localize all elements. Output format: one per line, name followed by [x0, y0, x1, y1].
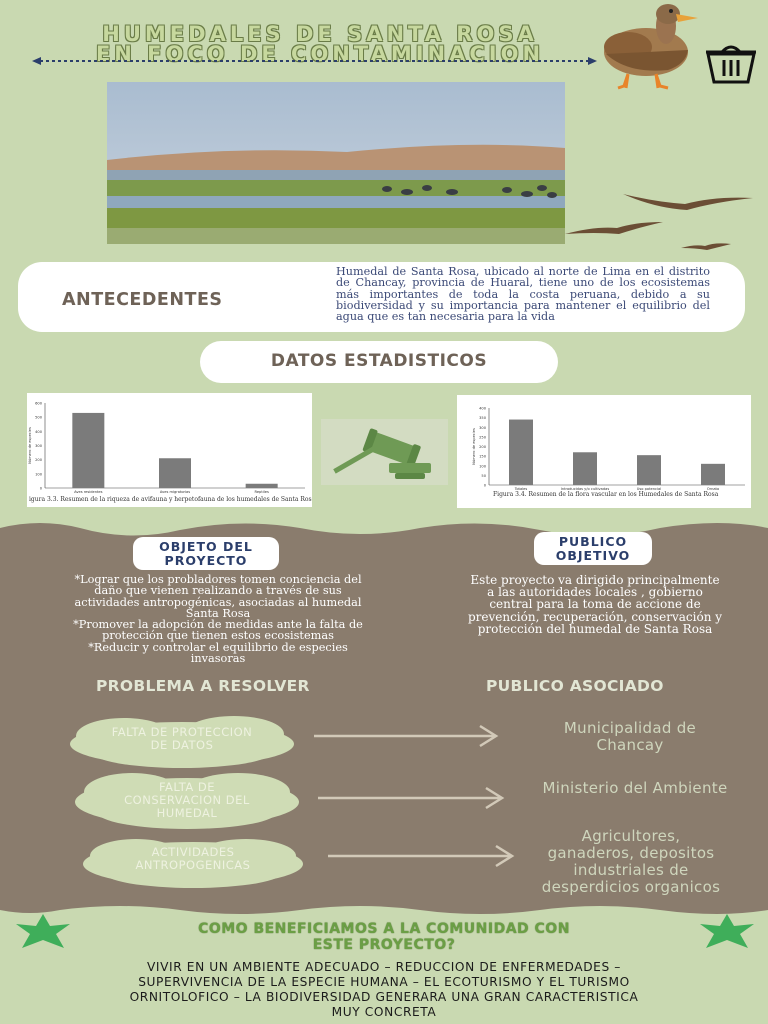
publico-text — [430, 574, 760, 635]
problem-line: ANTROPOGENICAS — [135, 858, 251, 872]
y-tick-label: 50 — [481, 473, 486, 478]
publico-line: a las autoridades locales , gobierno — [487, 585, 703, 600]
y-tick-label: 400 — [35, 429, 42, 434]
y-tick-label: 250 — [479, 435, 486, 440]
antecedentes-text: Humedal de Santa Rosa, ubicado al norte de Lima en el distrito de Chancay, provincia de Huaral, tiene uno de los ecosistemas más importantes de toda la costa peruana, debido a su biodiversidad y su importancia para mantener el equilibrio del agua que es tan necesaria para la vida — [336, 265, 710, 324]
objeto-line: Santa Rosa — [185, 606, 251, 620]
beneficio-heading-line: ESTE PROYECTO? — [312, 937, 456, 953]
beneficio-line: MUY CONCRETA — [331, 1005, 437, 1019]
problem-line: FALTA DE — [158, 780, 216, 794]
bar — [159, 458, 191, 488]
y-axis-label: Número de especies — [28, 427, 32, 464]
gavel-tile — [321, 419, 448, 485]
associated-line: Agricultores, — [581, 827, 681, 845]
y-tick-label: 600 — [35, 401, 42, 406]
y-tick-label: 100 — [479, 464, 486, 469]
title-line-2: EN FOCO DE CONTAMINACION — [95, 42, 545, 66]
associated-line: industriales de — [573, 861, 689, 879]
associated-line: Chancay — [596, 736, 664, 754]
y-tick-label: 500 — [35, 415, 42, 420]
beneficio-line: ORNITOLOFICO – LA BIODIVERSIDAD GENERARA UNA GRAN CARACTERISTICA — [129, 990, 639, 1004]
y-tick-label: 0 — [483, 483, 486, 488]
bar — [637, 455, 661, 485]
bar — [701, 464, 725, 485]
publico-label-line-1: PUBLICO — [558, 534, 628, 549]
chart-caption: igura 3.3. Resumen de la riqueza de avifauna y herpetofauna de los humedales de Santa Rosa. — [29, 496, 312, 503]
star-icon — [696, 912, 758, 950]
associated-line: ganaderos, depositos — [547, 844, 715, 862]
bar — [573, 452, 597, 485]
bar — [509, 420, 533, 485]
objeto-line: protección que tienen estos ecosistemas — [102, 629, 334, 643]
x-tick-label: Uso potencial — [636, 487, 662, 491]
y-tick-label: 200 — [35, 458, 42, 463]
title-arrow-divider — [32, 56, 597, 66]
objeto-line: *Promover la adopción de medidas ante la falta de — [73, 618, 363, 632]
problem-2-text — [70, 781, 304, 820]
y-tick-label: 300 — [479, 425, 486, 430]
y-tick-label: 400 — [479, 406, 486, 411]
y-tick-label: 150 — [479, 454, 486, 459]
publico-label-line-2: OBJETIVO — [555, 548, 631, 563]
chart-1-panel — [27, 393, 312, 507]
duck-icon — [598, 2, 703, 90]
problem-line: FALTA DE PROTECCION — [111, 725, 253, 739]
beneficio-heading — [70, 921, 698, 953]
objeto-text — [38, 574, 398, 664]
wetland-photo — [107, 82, 565, 244]
arrows — [310, 724, 515, 874]
problem-1-text — [64, 726, 300, 752]
y-tick-label: 100 — [35, 472, 42, 477]
objeto-line: actividades antropogénicas, asociadas al humedal — [74, 595, 362, 609]
publico-label — [534, 532, 652, 565]
x-tick-label: Totales — [514, 487, 528, 491]
trash-basket-icon — [702, 40, 760, 86]
chart-2 — [457, 395, 751, 508]
problem-line: DE DATOS — [150, 738, 214, 752]
gavel-icon — [321, 419, 448, 485]
associated-3 — [512, 828, 750, 896]
x-tick-label: Ornato — [706, 487, 720, 491]
x-tick-label: Aves residentes — [74, 490, 103, 494]
objeto-label — [133, 537, 279, 570]
problem-line: ACTIVIDADES — [151, 845, 235, 859]
problema-heading: PROBLEMA A RESOLVER — [96, 677, 310, 695]
publico-line: prevención, recuperación, conservación y — [467, 609, 723, 624]
problem-3-text — [78, 846, 308, 872]
x-tick-label: Aves migratorias — [159, 490, 191, 494]
y-tick-label: 200 — [479, 445, 486, 449]
publico-line: Este proyecto va dirigido principalmente — [470, 573, 720, 587]
associated-1 — [520, 720, 740, 754]
associated-2 — [504, 780, 766, 797]
beneficio-line: SUPERVIVENCIA DE LA ESPECIE HUMANA – EL ECOTURISMO Y EL TURISMO — [138, 975, 630, 989]
x-tick-label: Introducidas y/o cultivadas — [560, 487, 610, 491]
y-axis-label: Número de especies — [472, 428, 476, 465]
star-icon — [12, 912, 74, 950]
objeto-line: daño que vienen realizando a través de sus — [94, 584, 342, 598]
associated-line: Municipalidad de — [563, 719, 697, 737]
associated-line: Ministerio del Ambiente — [542, 779, 728, 797]
y-tick-label: 350 — [479, 416, 486, 421]
objeto-label-line-2: PROYECTO — [164, 553, 248, 568]
x-tick-label: Reptiles — [254, 490, 269, 494]
objeto-line: *Lograr que los probladores tomen conciencia del — [74, 573, 362, 586]
objeto-label-line-1: OBJETO DEL — [159, 539, 253, 554]
objeto-line: invasoras — [190, 652, 246, 666]
bar — [246, 484, 278, 488]
bar — [72, 413, 104, 488]
problem-line: HUMEDAL — [156, 806, 218, 820]
y-tick-label: 300 — [35, 444, 42, 448]
y-tick-label: 0 — [39, 486, 42, 491]
datos-heading: DATOS ESTADISTICOS — [270, 351, 488, 371]
beneficio-text — [10, 960, 758, 1020]
beneficio-heading-line: COMO BENEFICIAMOS A LA COMUNIDAD CON — [198, 921, 570, 937]
asociado-heading: PUBLICO ASOCIADO — [486, 677, 664, 695]
associated-line: desperdicios organicos — [541, 878, 721, 896]
title-line-1: HUMEDALES DE SANTA ROSA — [102, 22, 538, 46]
chart-caption: Figura 3.4. Resumen de la flora vascular en los Humedales de Santa Rosa — [493, 491, 719, 498]
chart-2-panel — [457, 395, 751, 508]
chart-1 — [27, 393, 312, 507]
publico-line: central para la toma de accione de — [489, 597, 701, 612]
publico-line: protección del humedal de Santa Rosa — [477, 621, 713, 636]
flying-birds-icon — [565, 188, 765, 258]
beneficio-line: VIVIR EN UN AMBIENTE ADECUADO – REDUCCION DE ENFERMEDADES – — [146, 960, 621, 974]
antecedentes-heading: ANTECEDENTES — [62, 290, 223, 310]
problem-line: CONSERVACION DEL — [124, 793, 250, 807]
objeto-line: *Reducir y controlar el equilibrio de especies — [88, 640, 348, 654]
